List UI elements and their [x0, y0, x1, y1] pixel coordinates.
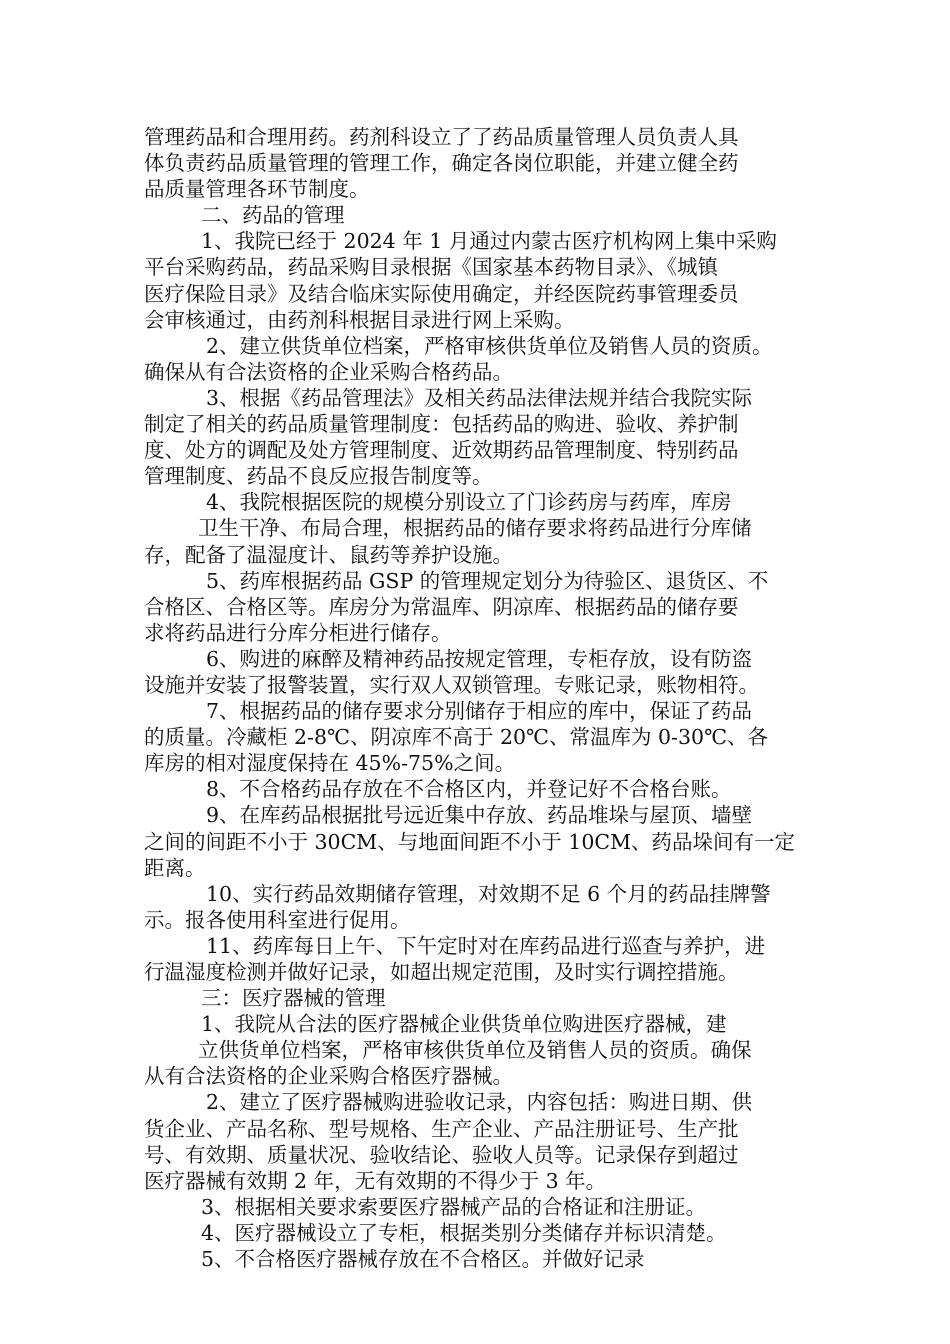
text-line: 11、药库每日上午、下午定时对在库药品进行巡查与养护，进	[206, 933, 766, 958]
text-line: 2、建立了医疗器械购进验收记录，内容包括：购进日期、供	[206, 1090, 753, 1115]
text-line: 二、药品的管理	[201, 203, 345, 228]
text-line: 存，配备了温湿度计、鼠药等养护设施。	[144, 542, 513, 567]
text-line: 卫生干净、布局合理，根据药品的储存要求将药品进行分库储	[198, 516, 752, 541]
text-line: 管理制度、药品不良反应报告制度等。	[144, 464, 493, 489]
text-line: 8、不合格药品存放在不合格区内，并登记好不合格台账。	[206, 777, 732, 802]
text-line: 距离。	[144, 855, 206, 880]
text-line: 6、购进的麻醉及精神药品按规定管理，专柜存放，设有防盗	[206, 646, 753, 671]
text-line: 5、药库根据药品 GSP 的管理规定划分为待验区、退货区、不	[206, 568, 769, 593]
text-line: 体负责药品质量管理的管理工作，确定各岗位职能，并建立健全药	[144, 151, 739, 176]
text-line: 从有合法资格的企业采购合格医疗器械。	[144, 1064, 513, 1089]
text-line: 会审核通过，由药剂科根据目录进行网上采购。	[144, 307, 575, 332]
text-line: 求将药品进行分库分柜进行储存。	[144, 620, 452, 645]
text-line: 之间的间距不小于 30CM、与地面间距不小于 10CM、药品垛间有一定	[144, 829, 796, 854]
text-line: 合格区、合格区等。库房分为常温库、阴凉库、根据药品的储存要	[144, 594, 739, 619]
text-line: 设施并安装了报警装置，实行双人双锁管理。专账记录，账物相符。	[144, 672, 759, 697]
text-line: 1、我院已经于 2024 年 1 月通过内蒙古医疗机构网上集中采购	[201, 229, 777, 254]
text-line: 管理药品和合理用药。药剂科设立了了药品质量管理人员负责人具	[144, 125, 739, 149]
text-line: 品质量管理各环节制度。	[144, 177, 370, 202]
text-line: 库房的相对湿度保持在 45%-75%之间。	[144, 751, 516, 776]
text-line: 2、建立供货单位档案，严格审核供货单位及销售人员的资质。	[206, 333, 773, 358]
text-line: 3、根据相关要求索要医疗器械产品的合格证和注册证。	[201, 1194, 707, 1219]
text-line: 医疗保险目录》及结合临床实际使用确定，并经医院药事管理委员	[144, 281, 739, 306]
text-line: 度、处方的调配及处方管理制度、近效期药品管理制度、特别药品	[144, 438, 739, 463]
text-line: 的质量。冷藏柜 2-8℃、阴凉库不高于 20℃、常温库为 0-30℃、各	[144, 725, 768, 750]
text-line: 号、有效期、质量状况、验收结论、验收人员等。记录保存到超过	[144, 1142, 739, 1167]
text-line: 示。报各使用科室进行促用。	[144, 907, 411, 932]
text-line: 立供货单位档案，严格审核供货单位及销售人员的资质。确保	[198, 1038, 752, 1063]
text-line: 行温湿度检测并做好记录，如超出规定范围，及时实行调控措施。	[144, 960, 739, 984]
text-line: 1、我院从合法的医疗器械企业供货单位购进医疗器械，建	[201, 1012, 727, 1037]
text-line: 3、根据《药品管理法》及相关药品法律法规并结合我院实际	[206, 385, 753, 410]
text-line: 医疗器械有效期 2 年，无有效期的不得少于 3 年。	[144, 1168, 607, 1193]
text-line: 4、医疗器械设立了专柜，根据类别分类储存并标识清楚。	[201, 1220, 727, 1245]
document-body	[144, 124, 824, 1272]
text-line: 7、根据药品的储存要求分别储存于相应的库中，保证了药品	[206, 699, 753, 724]
text-line: 9、在库药品根据批号远近集中存放、药品堆垛与屋顶、墙壁	[206, 803, 753, 828]
text-line: 5、不合格医疗器械存放在不合格区。并做好记录	[201, 1247, 645, 1272]
text-line: 制定了相关的药品质量管理制度：包括药品的购进、验收、养护制	[144, 412, 739, 437]
text-line: 确保从有合法资格的企业采购合格药品。	[144, 359, 513, 384]
text-line: 4、我院根据医院的规模分别设立了门诊药房与药库，库房	[206, 490, 732, 515]
text-line: 平台采购药品，药品采购目录根据《国家基本药物目录》、《城镇	[144, 255, 718, 280]
text-line: 10、实行药品效期储存管理，对效期不足 6 个月的药品挂牌警	[206, 881, 771, 906]
text-line: 三：医疗器械的管理	[201, 986, 386, 1011]
text-line: 货企业、产品名称、型号规格、生产企业、产品注册证号、生产批	[144, 1116, 739, 1141]
